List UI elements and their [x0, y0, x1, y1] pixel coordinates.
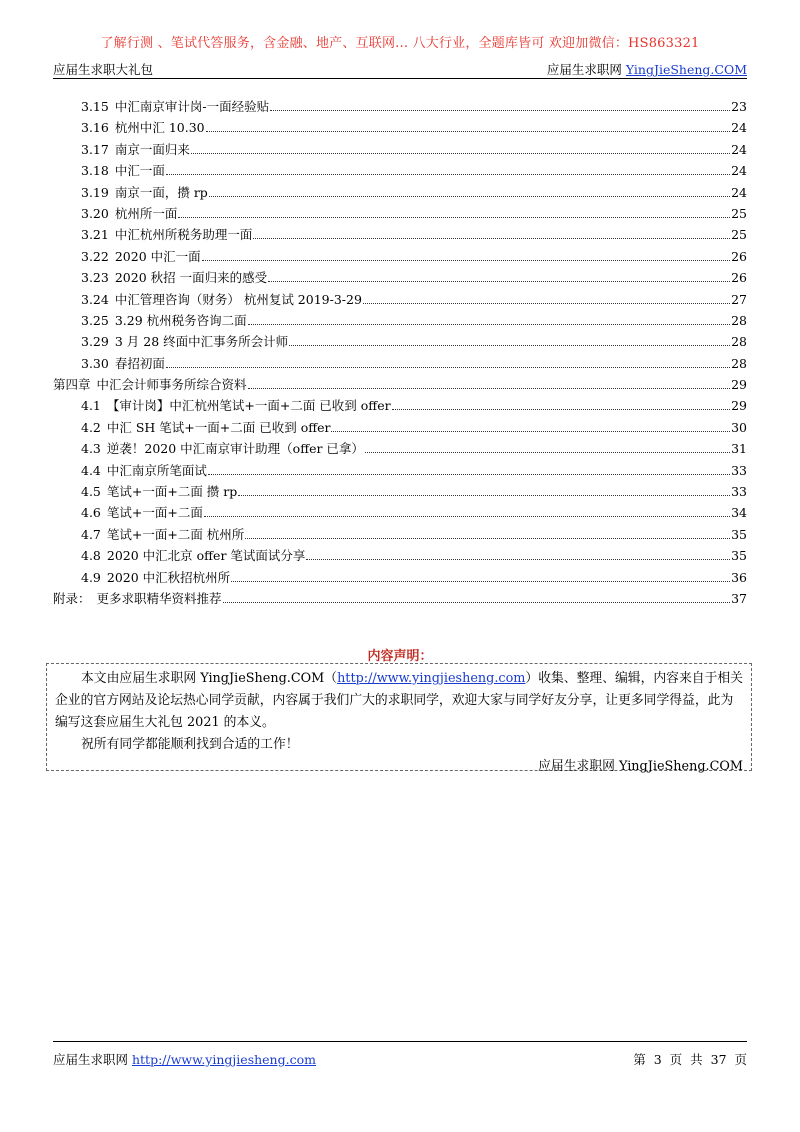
toc-entry-page: 26 [731, 270, 747, 286]
toc-entry-number: 4.9 [81, 569, 101, 585]
toc-entry[interactable] [53, 546, 747, 567]
toc-entry-title [81, 332, 288, 350]
toc-entry[interactable] [53, 461, 747, 482]
toc-entry-page: 34 [731, 505, 747, 521]
toc-entry-page: 24 [731, 141, 747, 157]
toc-entry-title [81, 482, 237, 500]
toc-entry-text: 春招初面 [114, 355, 165, 371]
toc-dot-leader [206, 122, 730, 132]
toc-entry[interactable] [53, 503, 747, 524]
toc-entry-title [81, 247, 201, 265]
toc-dot-leader [178, 208, 730, 218]
toc-entry-page: 28 [731, 355, 747, 371]
toc-entry-text: 2020 中汇北京 offer 笔试面试分享 [106, 548, 306, 564]
toc-entry-page: 28 [731, 334, 747, 350]
footer-site-link[interactable]: http://www.yingjiesheng.com [131, 1052, 316, 1067]
notice-text-a: 本文由应届生求职网 YingJieSheng.COM（ [81, 671, 338, 686]
toc-entry-number: 3.29 [81, 334, 109, 350]
toc-dot-leader [202, 251, 730, 261]
toc-entry-page: 24 [731, 120, 747, 136]
toc-entry-page: 27 [731, 291, 747, 307]
notice-paragraph-2: 祝所有同学都能顺利找到合适的工作！ [81, 737, 299, 752]
toc-dot-leader [204, 507, 730, 517]
toc-entry[interactable] [53, 354, 747, 375]
toc-entry[interactable] [53, 290, 747, 311]
toc-entry-text: 笔试+一面+二面 攒 rp [106, 484, 238, 500]
toc-entry-title [81, 268, 267, 286]
toc-entry-text: 2020 中汇秋招杭州所 [106, 569, 231, 585]
toc-dot-leader [209, 187, 730, 197]
toc-entry-number: 4.1 [81, 398, 101, 414]
toc-entry-text: 中汇杭州所税务助理一面 [114, 227, 253, 243]
toc-dot-leader [238, 486, 730, 496]
toc-entry[interactable] [53, 418, 747, 439]
notice-text-b: ）收集、整理、编辑，内容来自于相关企业的官方网站及论坛热心同学贡献，内容属于我们广大的求职同学，欢迎大家与同学好友分享，让更多同学得益，此为编写这套应届生大礼包 2021 的本义。 [55, 671, 743, 730]
toc-entry-title [81, 461, 207, 479]
toc-entry-number: 3.20 [81, 205, 109, 221]
toc-entry[interactable] [53, 183, 747, 204]
toc-entry[interactable] [53, 97, 747, 118]
toc-entry-number: 3.22 [81, 248, 109, 264]
notice-title: 内容声明： [367, 649, 433, 664]
notice-link[interactable]: http://www.yingjiesheng.com [337, 671, 526, 686]
toc-dot-leader [392, 400, 731, 410]
toc-entry-number: 4.4 [81, 462, 101, 478]
toc-entry-number: 3.21 [81, 227, 109, 243]
toc-entry-text: 中汇南京所笔面试 [106, 462, 207, 478]
toc-entry-title [81, 118, 205, 136]
toc-dot-leader [191, 144, 730, 154]
toc-entry-text: 中汇南京审计岗-一面经验贴 [114, 99, 270, 114]
toc-entry-number: 附录： [53, 590, 91, 606]
toc-entry[interactable] [53, 118, 747, 139]
toc-entry-title [81, 140, 190, 158]
toc-entry[interactable] [53, 375, 747, 396]
toc-dot-leader [245, 529, 730, 539]
header-site-label: 应届生求职网 [546, 62, 626, 77]
toc-entry-number: 3.17 [81, 141, 109, 157]
toc-entry-page: 35 [731, 526, 747, 542]
toc-entry-title [81, 311, 247, 329]
toc-entry-text: 中汇 SH 笔试+一面+二面 已收到 offer [106, 419, 331, 435]
toc-entry-page: 25 [731, 227, 747, 243]
toc-entry-page: 37 [731, 590, 747, 606]
toc-entry-page: 24 [731, 163, 747, 179]
toc-entry[interactable] [53, 225, 747, 246]
toc-entry-text: 中汇会计师事务所综合资料 [96, 377, 247, 393]
toc-dot-leader [248, 315, 730, 325]
toc-dot-leader [268, 272, 730, 282]
header-site-link[interactable]: YingJieSheng.COM [625, 62, 747, 77]
table-of-contents [53, 97, 747, 610]
toc-entry-text: 更多求职精华资料推荐 [96, 590, 222, 606]
toc-entry-title [81, 204, 177, 222]
toc-entry-text: 2020 秋招 一面归来的感受 [114, 270, 268, 286]
toc-dot-leader [253, 229, 730, 239]
toc-entry[interactable] [53, 247, 747, 268]
toc-entry-number: 4.2 [81, 419, 101, 435]
toc-entry-page: 36 [731, 569, 747, 585]
toc-entry-number: 4.7 [81, 526, 101, 542]
toc-dot-leader [166, 358, 730, 368]
toc-entry[interactable] [53, 140, 747, 161]
toc-entry[interactable] [53, 482, 747, 503]
page-header [53, 58, 747, 79]
toc-entry-text: 南京一面，攒 rp [114, 184, 208, 200]
header-site [547, 60, 747, 78]
toc-dot-leader [223, 593, 731, 603]
toc-entry-title [81, 439, 364, 457]
toc-dot-leader [166, 165, 730, 175]
toc-entry-text: 杭州中汇 10.30 [114, 120, 205, 136]
toc-entry-number: 第四章 [53, 377, 91, 393]
toc-entry-page: 24 [731, 184, 747, 200]
toc-entry-title [81, 396, 391, 414]
toc-entry-title [81, 225, 252, 243]
toc-entry-page: 31 [731, 441, 747, 457]
promo-banner: 了解行测 、笔试代答服务，含金融、地产、互联网... 八大行业，全题库皆可 欢迎加微信：HS863321 [100, 36, 700, 51]
toc-entry-text: 3 月 28 终面中汇事务所会计师 [114, 334, 289, 350]
toc-entry-title [81, 546, 305, 564]
toc-entry[interactable] [53, 589, 747, 610]
page-number: 第 3 页 共 37 页 [633, 1052, 747, 1067]
toc-entry-title [53, 375, 247, 393]
toc-entry-title [81, 503, 203, 521]
toc-entry-text: 逆袭！2020 中汇南京审计助理（offer 已拿） [106, 441, 364, 457]
toc-dot-leader [306, 550, 730, 560]
toc-entry[interactable] [53, 525, 747, 546]
toc-entry-text: 中汇一面 [114, 163, 165, 179]
notice-paragraph-1 [55, 668, 743, 734]
toc-entry-text: 3.29 杭州税务咨询二面 [114, 312, 247, 328]
toc-entry-text: 杭州所一面 [114, 205, 178, 221]
toc-entry-text: 2020 中汇一面 [114, 248, 201, 264]
toc-dot-leader [365, 443, 730, 453]
toc-entry[interactable] [53, 161, 747, 182]
toc-dot-leader [331, 422, 730, 432]
toc-dot-leader [231, 572, 730, 582]
toc-entry-page: 26 [731, 248, 747, 264]
toc-entry-number: 3.19 [81, 184, 109, 200]
toc-entry-page: 29 [731, 398, 747, 414]
toc-entry-title [81, 97, 269, 115]
toc-entry[interactable] [53, 439, 747, 460]
toc-entry-title [81, 354, 165, 372]
toc-entry-number: 3.24 [81, 291, 109, 307]
toc-entry-number: 3.16 [81, 120, 109, 136]
toc-entry-text: 笔试+一面+二面 [106, 505, 203, 521]
notice-box [46, 663, 752, 774]
toc-entry[interactable] [53, 311, 747, 332]
toc-entry[interactable] [53, 268, 747, 289]
toc-entry-number: 3.15 [81, 99, 109, 114]
toc-entry[interactable] [53, 568, 747, 589]
toc-dot-leader [208, 465, 730, 475]
toc-entry[interactable] [53, 396, 747, 417]
toc-entry-number: 3.18 [81, 163, 109, 179]
toc-entry[interactable] [53, 204, 747, 225]
toc-entry-number: 4.8 [81, 548, 101, 564]
toc-entry-title [81, 183, 208, 201]
toc-entry-page: 30 [731, 419, 747, 435]
toc-entry-page: 35 [731, 548, 747, 564]
toc-entry-title [81, 418, 330, 436]
page-footer [53, 1041, 747, 1066]
header-title: 应届生求职大礼包 [53, 62, 154, 77]
footer-site [53, 1050, 316, 1068]
toc-entry-text: 【审计岗】中汇杭州笔试+一面+二面 已收到 offer [106, 398, 391, 414]
toc-entry-number: 3.30 [81, 355, 109, 371]
toc-entry-title [81, 161, 165, 179]
toc-entry-text: 南京一面归来 [114, 141, 190, 157]
toc-entry-page: 28 [731, 312, 747, 328]
toc-entry-number: 4.6 [81, 505, 101, 521]
toc-entry-title [81, 568, 230, 586]
toc-entry-page: 25 [731, 205, 747, 221]
footer-site-label: 应届生求职网 [53, 1052, 132, 1067]
toc-dot-leader [363, 294, 730, 304]
toc-entry-number: 4.3 [81, 441, 101, 457]
toc-entry-page: 23 [731, 99, 747, 114]
toc-entry-title [53, 589, 222, 607]
toc-entry[interactable] [53, 332, 747, 353]
toc-dot-leader [248, 379, 731, 389]
toc-entry-number: 3.23 [81, 270, 109, 286]
toc-dot-leader [270, 101, 730, 111]
toc-entry-number: 4.5 [81, 484, 101, 500]
toc-entry-page: 29 [731, 377, 747, 393]
toc-entry-page: 33 [731, 484, 747, 500]
toc-entry-title [81, 290, 362, 308]
toc-entry-text: 笔试+一面+二面 杭州所 [106, 526, 245, 542]
toc-entry-page: 33 [731, 462, 747, 478]
toc-entry-text: 中汇管理咨询（财务） 杭州复试 2019-3-29 [114, 291, 362, 307]
notice-signature: 应届生求职网 YingJieSheng.COM [538, 759, 743, 774]
toc-entry-number: 3.25 [81, 312, 109, 328]
toc-dot-leader [289, 336, 730, 346]
toc-entry-title [81, 525, 244, 543]
